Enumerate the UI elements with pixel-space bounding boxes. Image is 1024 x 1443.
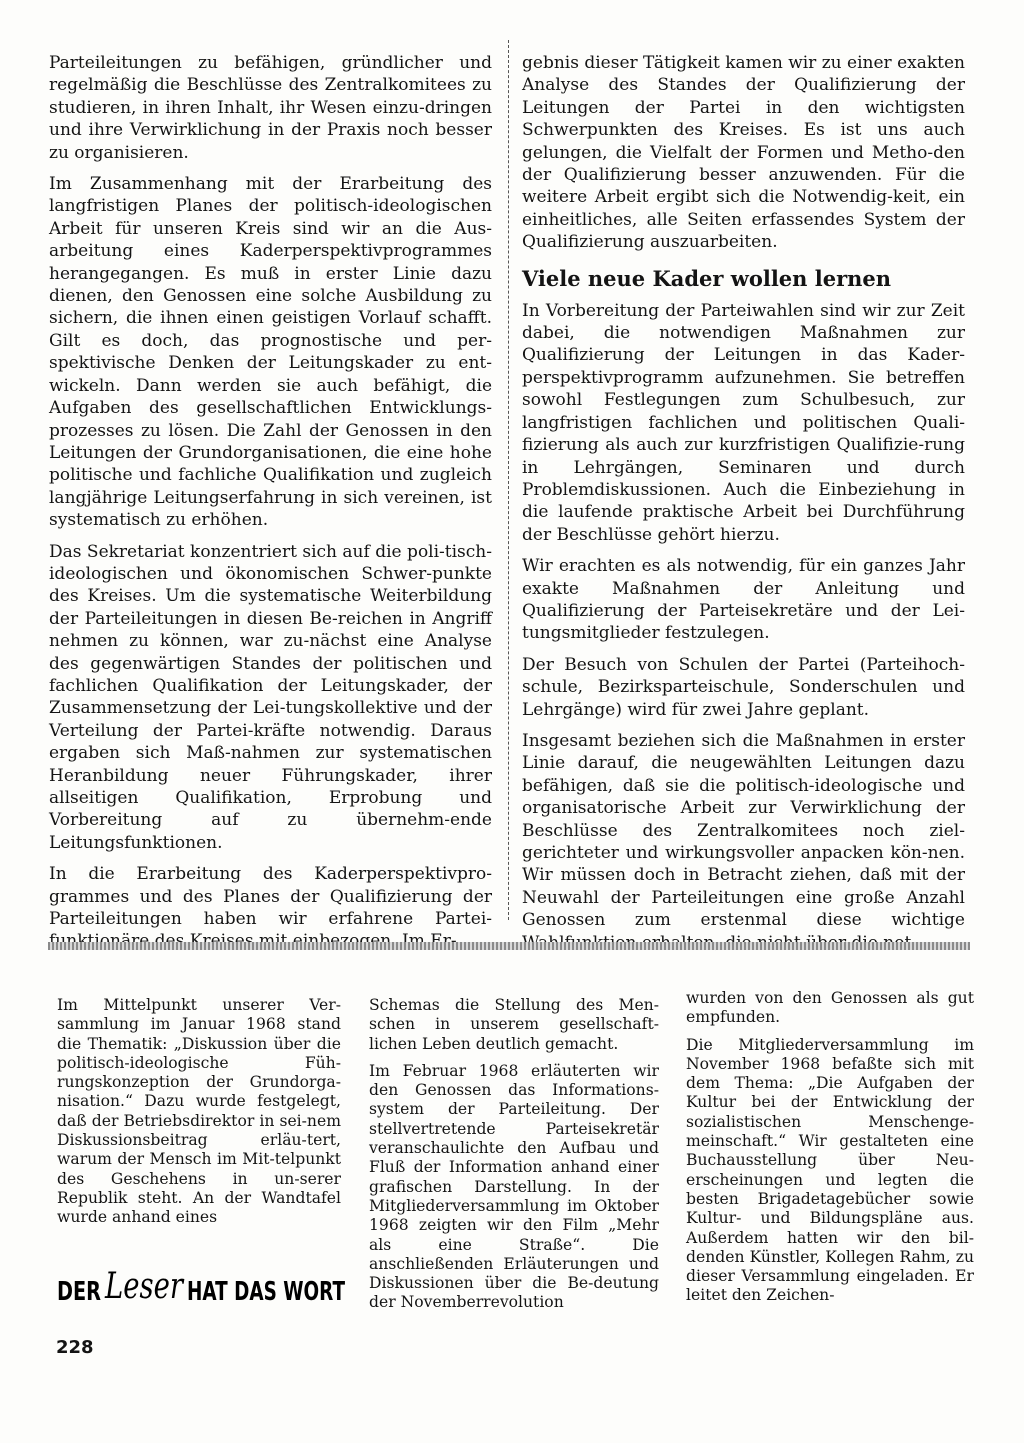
paragraph: Im Zusammenhang mit der Erarbeitung des langfristigen Planes der politisch-ideologischen Arbeit für unseren Kreis sind wir an die Aus-arbeitung eines Kaderperspektivprogrammes herangegangen. Es muß in erster Linie dazu dienen, den Genossen eine solche Ausbildung zu sichern, die ihnen einen geistigen Vorlauf schafft. Gilt es doch, das prognostische und per-spektivische Denken der Leitungskader zu ent-wickeln. Dann werden sie auch befähigt, die Aufgaben des gesellschaftlichen Entwicklungs-prozesses zu lösen. Die Zahl der Genossen in den Leitungen der Grundorganisationen, die eine hohe politische und fachliche Qualifikation und zugleich langjährige Leitungserfahrung in sich vereinen, ist systematisch zu erhöhen. xyxy=(49,174,492,531)
article-column-1 xyxy=(49,52,492,953)
logo-text-der: DER xyxy=(57,1277,101,1307)
column-divider xyxy=(508,40,509,920)
reader-column-1 xyxy=(57,996,341,1228)
paragraph: Das Sekretariat konzentriert sich auf die poli-tisch-ideologischen und ökonomischen Schwer-punkte des Kreises. Um die systematische Weiterbildung der Parteileitungen in diesen Be-reichen in Angriff nehmen zu können, war zu-nächst eine Analyse des gegenwärtigen Standes der politischen und fachlichen Qualifikation der Leitungskader, der Zusammensetzung der Lei-tungskollektive und der Verteilung der Partei-kräfte notwendig. Daraus ergaben sich Maß-nahmen zur systematischen Heranbildung neuer Führungskader, ihrer allseitigen Qualifikation, Erprobung und Vorbereitung auf zu übernehm-ende Leitungsfunktionen. xyxy=(49,541,492,853)
article-column-2 xyxy=(522,52,965,954)
paragraph: Im Februar 1968 erläuterten wir den Genossen das Informations-system der Parteileitung. Der stellvertretende Parteisekretär veranschaulichte den Aufbau und Fluß der Information anhand einer grafischen Darstellung. In der Mitgliederversammlung im Oktober 1968 zeigten wir den Film „Mehr als eine Straße“. Die anschließenden Erläuterungen und Diskussionen über die Be-deutung der Novemberrevolution xyxy=(369,1061,659,1312)
paragraph: Insgesamt beziehen sich die Maßnahmen in erster Linie darauf, die neugewählten Leitungen dazu befähigen, daß sie die politisch-ideologische und organisatorische Arbeit zur Verwirklichung der Beschlüsse des Zentralkomitees noch ziel-gerichteter und wirkungsvoller anpacken kön-nen. Wir müssen doch in Betracht ziehen, daß mit der Neuwahl der Parteileitungen eine große Anzahl Genossen zum erstenmal diese wichtige xyxy=(522,730,965,931)
leser-hat-das-wort-logo xyxy=(57,1258,347,1310)
paragraph: gebnis dieser Tätigkeit kamen wir zu einer exakten Analyse des Standes der Qualifizierung der Leitungen der Partei in den wichtigsten Schwerpunkten des Kreises. Es ist uns auch gelungen, die Vielfalt der Formen und Metho-den der Qualifizierung besser anzuwenden. Für die weitere Arbeit ergibt sich die Notwendig-keit, ein einheitliches, alle Seiten erfassendes System der Qualifizierung auszuarbeiten. xyxy=(522,53,965,253)
paragraph: Parteileitungen zu befähigen, gründlicher und regelmäßig die Beschlüsse des Zentralkomitees zu studieren, in ihren Inhalt, ihr Wesen einzu-dringen und ihre Verwirklichung in der Praxis noch besser zu organisieren. xyxy=(49,53,492,163)
page-number: 228 xyxy=(56,1337,94,1358)
paragraph: Die Mitgliederversammlung im November 1968 befaßte sich mit dem Thema: „Die Aufgaben der Kultur bei der Entwicklung der sozialistischen Menschenge-meinschaft.“ Wir gestalteten eine Buchausstellung über Neu-erscheinungen und legten die besten Brigadetagebücher sowie Kultur- und Bildungspläne aus. Außerdem hatten wir den bil-denden Künstler, Kollegen Rahm, zu dieser Versammlung eingeladen. Er leitet den Zeichen- xyxy=(686,1035,974,1305)
section-heading: Viele neue Kader wollen lernen xyxy=(522,265,892,291)
paragraph: In Vorbereitung der Parteiwahlen sind wir zur Zeit dabei, die notwendigen Maßnahmen zur Qualifizierung der Leitungen in das Kader-perspektivprogramm aufzunehmen. Sie betreffen sowohl Festlegungen zum Schulbesuch, zur langfristigen fachlichen und politischen Quali-fizierung als auch zur kurzfristigen Qualifizie-rung in Lehrgängen, Seminaren und durch Problemdiskussionen. Auch die Einbeziehung in die laufende praktische Arbeit bei Durchführung der Beschlüsse gehört hierzu. xyxy=(522,300,965,545)
logo-text-hat-das-wort: HAT DAS WORT xyxy=(187,1277,346,1307)
paragraph: Wir erachten es als notwendig, für ein ganzes Jahr exakte Maßnahmen der Anleitung und Qualifizierung der Parteisekretäre und der Lei-tungsmitglieder festzulegen. xyxy=(522,556,965,644)
section-divider xyxy=(48,942,970,950)
reader-column-2 xyxy=(369,996,659,1313)
paragraph: Der Besuch von Schulen der Partei (Parteihoch-schule, Bezirksparteischule, Sonderschulen und Lehrgänge) wird für zwei Jahre geplant. xyxy=(522,654,965,720)
paragraph: Im Mittelpunkt unserer Ver-sammlung im Januar 1968 stand die Thematik: „Diskussion über die politisch-ideologische Füh-rungskonzeption der Grundorga-nisation.“ Dazu wurde festgelegt, daß der Betriebsdirektor in sei-nem Diskussionsbeitrag erläu-tert, warum der Mensch im Mit-telpunkt des Geschehens in un-serer Republik steht. An der Wandtafel wurde anhand eines xyxy=(57,996,341,1227)
paragraph: Schemas die Stellung des Men-schen in unserem gesellschaft-lichen Leben deutlich gemacht. xyxy=(369,996,659,1053)
paragraph: In die Erarbeitung des Kaderperspektivpro-grammes und des Planes der Qualifizierung der Parteileitungen haben wir erfahrene Partei- xyxy=(49,864,492,930)
logo-text-script: Leser xyxy=(104,1266,185,1307)
reader-column-3 xyxy=(686,989,974,1306)
paragraph: wurden von den Genossen als gut empfunden. xyxy=(686,989,974,1027)
